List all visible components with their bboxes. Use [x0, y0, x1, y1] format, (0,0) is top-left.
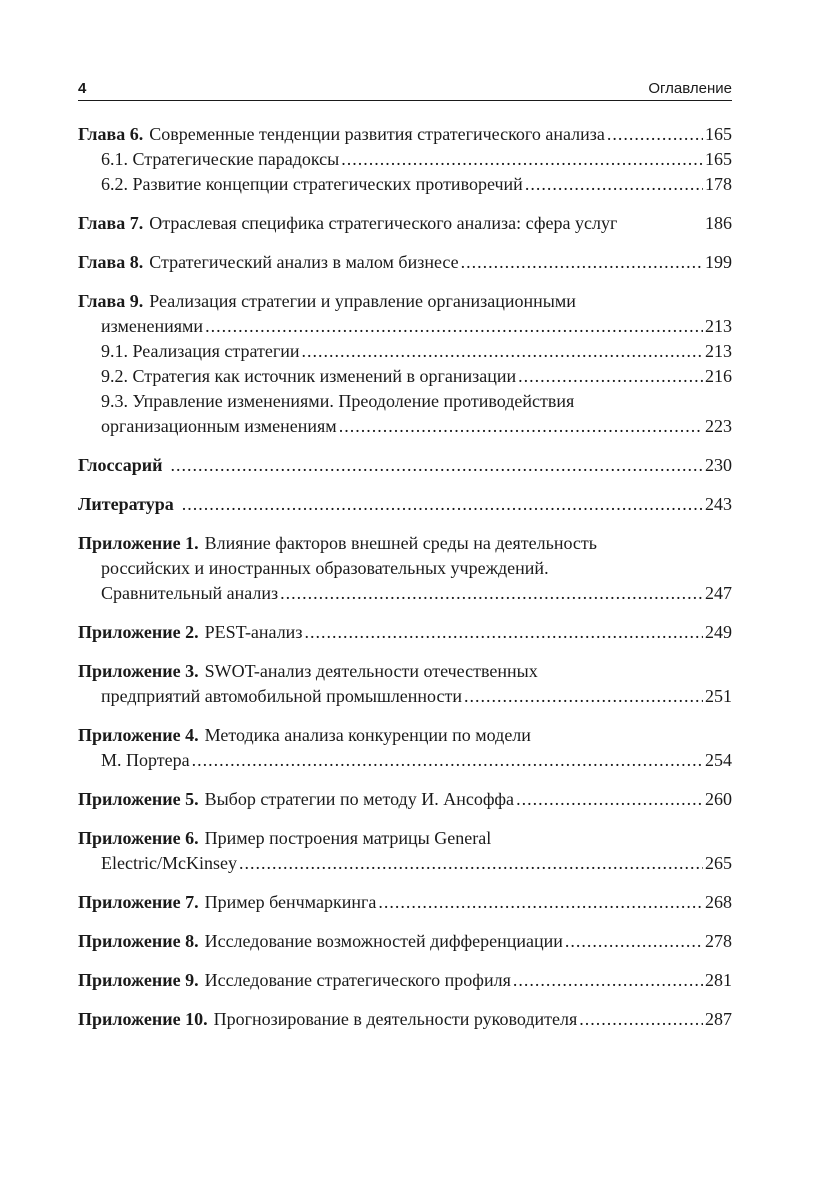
toc-entry-title: организационным изменениям — [101, 416, 337, 436]
running-title: Оглавление — [648, 80, 732, 97]
toc-entry-label: Приложение 8. — [78, 931, 199, 951]
dot-leader — [280, 581, 703, 603]
page-number: 4 — [78, 80, 87, 97]
dot-leader — [461, 250, 703, 272]
toc-line — [78, 122, 732, 147]
toc-page-number: 247 — [705, 583, 732, 603]
toc-entry-title: Отраслевая специфика стратегического анализа: сфера услуг — [149, 213, 618, 233]
toc-entry-label: Глава 9. — [78, 291, 144, 311]
toc-entry-title: Влияние факторов внешней среды на деятельность — [204, 533, 597, 553]
toc-line — [78, 968, 732, 993]
toc-line — [78, 389, 732, 414]
toc-entry-ch6[interactable] — [78, 122, 732, 147]
toc-page-number: 265 — [705, 853, 732, 873]
toc-entry-app10[interactable] — [78, 1007, 732, 1032]
toc-entry-app1[interactable] — [78, 531, 732, 606]
toc-entry-gloss[interactable] — [78, 453, 732, 478]
toc-entry-app3[interactable] — [78, 659, 732, 709]
toc-entry-title: 6.1. Стратегические парадоксы — [101, 149, 340, 169]
toc-line — [78, 289, 732, 314]
toc-page-number: 178 — [705, 174, 732, 194]
toc-entry-label: Приложение 6. — [78, 828, 199, 848]
toc-page-number: 268 — [705, 892, 732, 912]
toc-line — [78, 684, 732, 709]
toc-line — [78, 748, 732, 773]
toc-entry-title: российских и иностранных образовательных учреждений. — [101, 558, 549, 578]
toc-line — [78, 659, 732, 684]
toc-page-number: 213 — [705, 316, 732, 336]
toc-page-number: 287 — [705, 1009, 732, 1029]
toc-page-number: 260 — [705, 789, 732, 809]
dot-leader — [518, 364, 703, 386]
dot-leader — [525, 172, 703, 194]
toc-entry-label: Глоссарий — [78, 455, 163, 475]
dot-leader — [304, 620, 703, 642]
toc-entry-ch9[interactable] — [78, 289, 732, 339]
toc-entry-title: Современные тенденции развития стратегического анализа — [149, 124, 605, 144]
toc-line — [78, 211, 732, 236]
toc-entry-s61[interactable] — [78, 147, 732, 172]
toc-entry-title: предприятий автомобильной промышленности — [101, 686, 462, 706]
toc-entry-app4[interactable] — [78, 723, 732, 773]
dot-leader — [170, 453, 703, 475]
toc-line — [78, 851, 732, 876]
toc-line — [78, 453, 732, 478]
toc-page-number: 213 — [705, 341, 732, 361]
toc-entry-title: 9.1. Реализация стратегии — [101, 341, 300, 361]
toc-line — [78, 147, 732, 172]
toc-page-number: 230 — [705, 455, 732, 475]
toc-entry-title: Методика анализа конкуренции по модели — [204, 725, 531, 745]
toc-entry-label: Приложение 5. — [78, 789, 199, 809]
toc-line — [78, 339, 732, 364]
dot-leader — [565, 929, 703, 951]
toc-entry-label: Приложение 2. — [78, 622, 199, 642]
toc-line — [78, 414, 732, 439]
dot-leader — [378, 890, 703, 912]
toc-entry-title: Стратегический анализ в малом бизнесе — [149, 252, 459, 272]
toc-entry-title: Реализация стратегии и управление организационными — [149, 291, 576, 311]
toc-line — [78, 723, 732, 748]
toc-page-number: 199 — [705, 252, 732, 272]
toc-page-number: 165 — [705, 149, 732, 169]
toc-line — [78, 172, 732, 197]
toc-entry-lit[interactable] — [78, 492, 732, 517]
toc-entry-title: Сравнительный анализ — [101, 583, 279, 603]
toc-entry-s92[interactable] — [78, 364, 732, 389]
running-header — [78, 78, 732, 101]
dot-leader — [516, 787, 703, 809]
toc-line — [78, 620, 732, 645]
toc-entry-label: Приложение 10. — [78, 1009, 208, 1029]
toc-entry-title: 9.3. Управление изменениями. Преодоление противодействия — [101, 391, 575, 411]
toc-entry-s91[interactable] — [78, 339, 732, 364]
toc-entry-title: Выбор стратегии по методу И. Ансоффа — [204, 789, 515, 809]
toc-page-number: 216 — [705, 366, 732, 386]
toc-line — [78, 364, 732, 389]
dot-leader — [341, 147, 703, 169]
toc-line — [78, 929, 732, 954]
toc-entry-app8[interactable] — [78, 929, 732, 954]
toc-entry-label: Приложение 3. — [78, 661, 199, 681]
toc-entry-label: Приложение 1. — [78, 533, 199, 553]
toc-entry-label: Глава 6. — [78, 124, 144, 144]
dot-leader — [302, 339, 704, 361]
toc-entry-label: Глава 7. — [78, 213, 144, 233]
toc-entry-title: Прогнозирование в деятельности руководителя — [213, 1009, 578, 1029]
toc-line — [78, 314, 732, 339]
dot-leader — [513, 968, 703, 990]
toc-entry-label: Литература — [78, 494, 174, 514]
toc-page-number: 223 — [705, 416, 732, 436]
toc-entry-title: М. Портера — [101, 750, 190, 770]
toc-entry-ch8[interactable] — [78, 250, 732, 275]
toc-page-number: 165 — [705, 124, 732, 144]
toc-entry-title: PEST-анализ — [204, 622, 303, 642]
toc-entry-title: Electric/McKinsey — [101, 853, 237, 873]
toc-entry-title: изменениями — [101, 316, 204, 336]
toc-entry-title: Исследование возможностей дифференциации — [204, 931, 563, 951]
toc-entry-title: SWOT-анализ деятельности отечественных — [204, 661, 538, 681]
toc-entry-s93[interactable] — [78, 389, 732, 439]
toc-line — [78, 531, 732, 556]
toc-entry-title: Исследование стратегического профиля — [204, 970, 511, 990]
toc-page-number: 251 — [705, 686, 732, 706]
toc-page-number: 254 — [705, 750, 732, 770]
toc-entry-label: Глава 8. — [78, 252, 144, 272]
toc-entry-title: Пример бенчмаркинга — [204, 892, 377, 912]
toc-entry-label: Приложение 9. — [78, 970, 199, 990]
toc-entry-app6[interactable] — [78, 826, 732, 876]
toc-entry-label: Приложение 4. — [78, 725, 199, 745]
toc-page-number: 243 — [705, 494, 732, 514]
toc-entry-app7[interactable] — [78, 890, 732, 915]
toc-entry-title: 6.2. Развитие концепции стратегических противоречий — [101, 174, 523, 194]
toc-entry-app2[interactable] — [78, 620, 732, 645]
toc-line — [78, 556, 732, 581]
toc-line — [78, 787, 732, 812]
dot-leader — [339, 414, 703, 436]
toc-entry-title: Пример построения матрицы General — [204, 828, 492, 848]
toc-page-number: 278 — [705, 931, 732, 951]
toc-line — [78, 826, 732, 851]
toc-entry-title: 9.2. Стратегия как источник изменений в организации — [101, 366, 517, 386]
toc-entry-app9[interactable] — [78, 968, 732, 993]
toc-line — [78, 1007, 732, 1032]
dot-leader — [182, 492, 703, 514]
dot-leader — [205, 314, 703, 336]
dot-leader — [607, 122, 703, 144]
toc-entry-ch7[interactable] — [78, 211, 732, 236]
toc-page-number: 186 — [705, 213, 732, 233]
dot-leader — [192, 748, 703, 770]
toc-entry-app5[interactable] — [78, 787, 732, 812]
table-of-contents — [78, 122, 732, 1032]
toc-line — [78, 250, 732, 275]
dot-leader — [239, 851, 703, 873]
dot-leader — [579, 1007, 703, 1029]
toc-entry-s62[interactable] — [78, 172, 732, 197]
toc-page-number: 249 — [705, 622, 732, 642]
toc-page-number: 281 — [705, 970, 732, 990]
dot-leader — [464, 684, 703, 706]
toc-line — [78, 492, 732, 517]
toc-line — [78, 581, 732, 606]
toc-entry-label: Приложение 7. — [78, 892, 199, 912]
toc-line — [78, 890, 732, 915]
